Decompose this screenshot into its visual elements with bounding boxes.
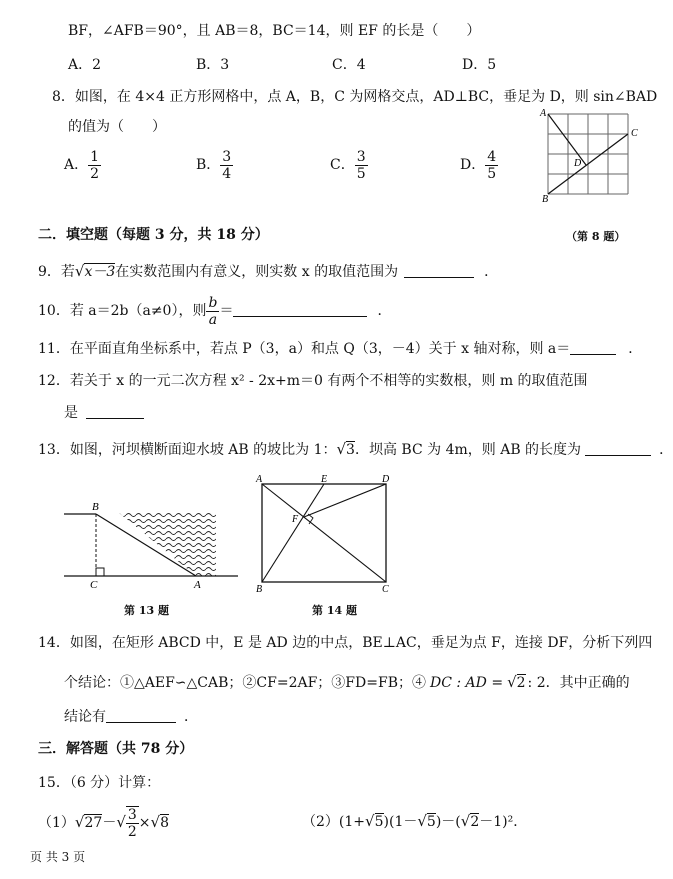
q13-line <box>38 440 673 459</box>
sqrt-sign: √ <box>74 262 85 280</box>
q14-rectangle-figure <box>254 474 400 594</box>
q8-figure-caption: （第 8 题） <box>566 230 626 243</box>
q15-radicand-27: 27 <box>84 815 103 831</box>
segment-df <box>304 484 386 517</box>
point-label-d: D <box>382 474 390 485</box>
q10-end: ． <box>377 303 392 319</box>
option-letter: C． <box>330 157 355 173</box>
q15-part-1 <box>38 804 169 841</box>
point-label-c: C <box>382 584 389 594</box>
fraction-numerator: 3 <box>127 807 137 823</box>
expr-part: (1+ <box>338 814 366 830</box>
right-angle-mark <box>96 568 104 576</box>
option-fraction <box>220 149 233 182</box>
q13-figure-caption: 第 13 题 <box>124 604 169 617</box>
fraction-numerator: 3 <box>356 148 366 165</box>
q7-option-a: A．2 <box>68 57 102 73</box>
q7-option-d: D．5 <box>462 57 497 73</box>
q14-answer-blank[interactable] <box>106 709 176 723</box>
sqrt-sign: √ <box>417 812 427 830</box>
q15-radicand-5: 5 <box>374 814 384 830</box>
q10-answer-blank[interactable] <box>233 303 367 317</box>
q12-text-b: 是 <box>64 405 78 421</box>
sqrt-sign: √ <box>336 440 347 458</box>
option-letter: A． <box>64 157 89 173</box>
fraction-denominator: 2 <box>90 165 100 182</box>
expr-part: )－( <box>435 814 461 830</box>
q8-grid-figure <box>538 104 642 204</box>
q14-conclusions: 个结论：①△AEF∽△CAB；②CF=2AF；③FD=FB；④ <box>64 675 426 691</box>
q14-radicand: 2 <box>516 675 526 691</box>
point-label-e: E <box>321 474 328 485</box>
option-letter: B． <box>196 157 221 173</box>
q15-radicand-5b: 5 <box>426 814 436 830</box>
option-letter: D． <box>460 157 486 173</box>
q14-ratio-label: DC : AD = <box>429 675 504 691</box>
q9-line <box>38 262 498 281</box>
q14-stem-c: 结论有 <box>64 709 106 725</box>
point-label-f: F <box>292 514 299 525</box>
q9-end: ． <box>484 264 499 280</box>
point-label-c: C <box>90 579 98 591</box>
q15-radicand-2: 2 <box>470 814 480 830</box>
option-fraction <box>88 149 101 182</box>
q14-figure-caption: 第 14 题 <box>312 604 357 617</box>
q13-answer-blank[interactable] <box>585 442 651 456</box>
q10-line <box>38 292 391 330</box>
q13-prefix: 13．如图，河坝横断面迎水坡 AB 的坡比为 1： <box>38 442 337 458</box>
fraction-denominator: 5 <box>356 165 366 182</box>
expr-part: )(1－ <box>383 814 418 830</box>
q10-equals: ＝ <box>219 303 234 319</box>
q14-stem-a: 14．如图，在矩形 ABCD 中，E 是 AD 边的中点，BE⊥AC，垂足为点 F，连接 DF，分析下列四 <box>38 635 653 651</box>
q11-text: 11．在平面直角坐标系中，若点 P（3，a）和点 Q（3，－4）关于 x 轴对称，则 a＝ <box>38 341 571 357</box>
q9-prefix: 9．若 <box>38 264 75 280</box>
q7-option-b: B．3 <box>196 57 230 73</box>
q15-title: 15．（6 分）计算： <box>38 775 161 791</box>
point-label-d: D <box>574 158 582 169</box>
q12-line-b <box>64 404 144 422</box>
sqrt-sign: √ <box>150 813 161 831</box>
q9-suffix: 在实数范围内有意义，则实数 x 的取值范围为 <box>115 264 399 280</box>
option-fraction <box>355 149 368 182</box>
q13-dam-figure <box>56 500 246 596</box>
sqrt-sign: √ <box>116 813 126 831</box>
option-fraction <box>485 149 498 182</box>
expr-part: －1)²． <box>479 814 528 830</box>
sqrt-sign: √ <box>74 813 85 831</box>
q14-stem-suffix: ．其中正确的 <box>545 675 630 691</box>
point-label-b: B <box>542 194 549 204</box>
water-area <box>118 512 216 576</box>
fraction-numerator: b <box>208 294 218 311</box>
fraction-numerator: 1 <box>90 148 100 165</box>
diagonal-ac <box>262 484 386 582</box>
fraction-denominator: 2 <box>127 824 137 840</box>
fraction-numerator: 3 <box>222 148 232 165</box>
fraction-denominator: a <box>208 311 218 328</box>
point-label-a: A <box>256 474 263 485</box>
q8-option-b <box>196 148 233 182</box>
q14-end: ． <box>184 709 198 725</box>
times-sign: × <box>138 815 151 831</box>
q15-part-2-label: （2） <box>302 814 339 830</box>
q7-tail-text: BF，∠AFB＝90°，且 AB＝8，BC＝14，则 EF 的长是（ ） <box>68 23 481 39</box>
point-label-a: A <box>194 579 201 591</box>
section-2-title: 二．填空题（每题 3 分，共 18 分） <box>38 227 269 243</box>
q11-line <box>38 340 642 358</box>
q12-answer-blank[interactable] <box>86 405 144 419</box>
q14-line-c <box>64 708 198 726</box>
segment-be <box>262 484 324 582</box>
q13-radicand: 3 <box>346 442 355 458</box>
q11-answer-blank[interactable] <box>570 341 616 355</box>
q8-stem-a: 8．如图，在 4×4 正方形网格中，点 A，B，C 为网格交点，AD⊥BC，垂足为 D，则 sin∠BAD <box>52 89 658 105</box>
q14-ratio-tail: : 2 <box>527 675 546 691</box>
fraction-denominator: 4 <box>222 165 232 182</box>
minus-sign: － <box>102 815 117 831</box>
q11-end: ． <box>628 341 643 357</box>
q14-stem-b <box>64 670 630 695</box>
page-footer: 页 共 3 页 <box>30 850 86 864</box>
q15-part-1-label: （1） <box>38 815 75 831</box>
q8-stem-b: 的值为（ ） <box>68 119 166 135</box>
point-label-c: C <box>631 128 638 139</box>
q10-fraction <box>206 295 219 328</box>
q8-option-c <box>330 148 368 182</box>
q15-sqrt-fraction <box>126 806 139 840</box>
q7-option-c: C．4 <box>332 57 366 73</box>
fraction-denominator: 5 <box>487 165 497 182</box>
q8-option-d <box>460 148 498 182</box>
sqrt-sign: √ <box>365 812 375 830</box>
q15-radicand-8: 8 <box>160 815 170 831</box>
q15-part-2 <box>302 812 527 831</box>
q8-option-a <box>64 148 101 182</box>
fraction-numerator: 4 <box>487 148 497 165</box>
sqrt-sign: √ <box>460 812 471 830</box>
q13-suffix: ．坝高 BC 为 4m，则 AB 的长度为 <box>354 442 582 458</box>
sqrt-sign: √ <box>507 673 517 691</box>
q13-end: ． <box>659 442 673 458</box>
q9-radicand: x－3 <box>84 264 116 280</box>
grid-lines <box>548 114 628 194</box>
q9-answer-blank[interactable] <box>404 264 474 278</box>
section-3-title: 三．解答题（共 78 分） <box>38 741 194 757</box>
point-label-a: A <box>540 108 547 119</box>
point-label-b: B <box>256 584 263 594</box>
q10-prefix: 10．若 a＝2b（a≠0），则 <box>38 303 207 319</box>
point-label-b: B <box>92 501 99 513</box>
q12-text-a: 12．若关于 x 的一元二次方程 x² - 2x+m＝0 有两个不相等的实数根，则 m 的取值范围 <box>38 373 588 389</box>
